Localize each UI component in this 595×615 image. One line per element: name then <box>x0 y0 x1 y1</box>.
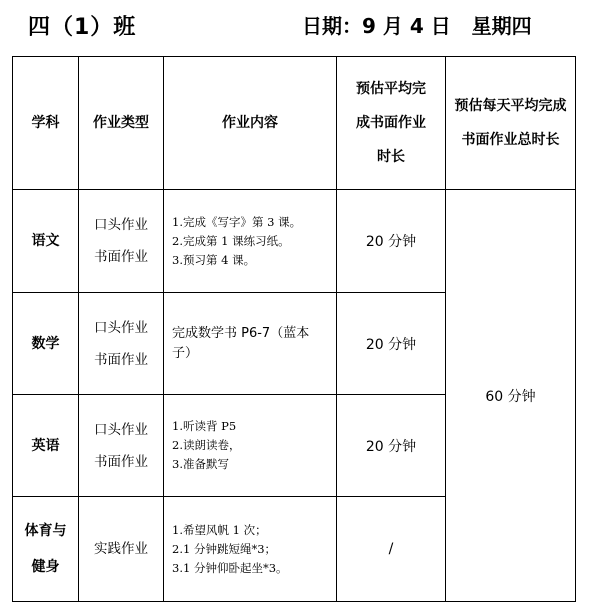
content-cell: 完成数学书 P6-7（蓝本 子） <box>164 293 337 395</box>
content-cell: 1.完成《写字》第 3 课。 2.完成第 1 课练习纸。 3.预习第 4 课。 <box>164 190 337 293</box>
duration-cell: 20 分钟 <box>337 190 446 293</box>
table-header-row <box>13 57 576 190</box>
duration-cell: / <box>337 497 446 602</box>
date-label: 日期：9 月 4 日 星期四 <box>302 14 532 38</box>
subject-cell: 体育与 健身 <box>13 497 79 602</box>
page-header <box>0 6 595 40</box>
type-cell: 口头作业 书面作业 <box>79 395 164 497</box>
header-total-duration: 预估每天平均完成 书面作业总时长 <box>446 57 576 190</box>
header-type: 作业类型 <box>79 57 164 190</box>
content-cell: 1.听读背 P5 2.读朗读卷， 3.准备默写 <box>164 395 337 497</box>
duration-cell: 20 分钟 <box>337 293 446 395</box>
subject-cell: 数学 <box>13 293 79 395</box>
table-row <box>13 190 576 293</box>
type-cell: 口头作业 书面作业 <box>79 293 164 395</box>
homework-table <box>12 56 576 602</box>
type-cell: 口头作业 书面作业 <box>79 190 164 293</box>
type-cell: 实践作业 <box>79 497 164 602</box>
header-content: 作业内容 <box>164 57 337 190</box>
duration-cell: 20 分钟 <box>337 395 446 497</box>
class-name: 四（1）班 <box>28 15 137 40</box>
header-duration: 预估平均完 成书面作业 时长 <box>337 57 446 190</box>
content-cell: 1.希望风帆 1 次； 2.1 分钟跳短绳*3； 3.1 分钟仰卧起坐*3。 <box>164 497 337 602</box>
header-subject: 学科 <box>13 57 79 190</box>
subject-cell: 语文 <box>13 190 79 293</box>
total-duration-cell: 60 分钟 <box>446 190 576 602</box>
subject-cell: 英语 <box>13 395 79 497</box>
